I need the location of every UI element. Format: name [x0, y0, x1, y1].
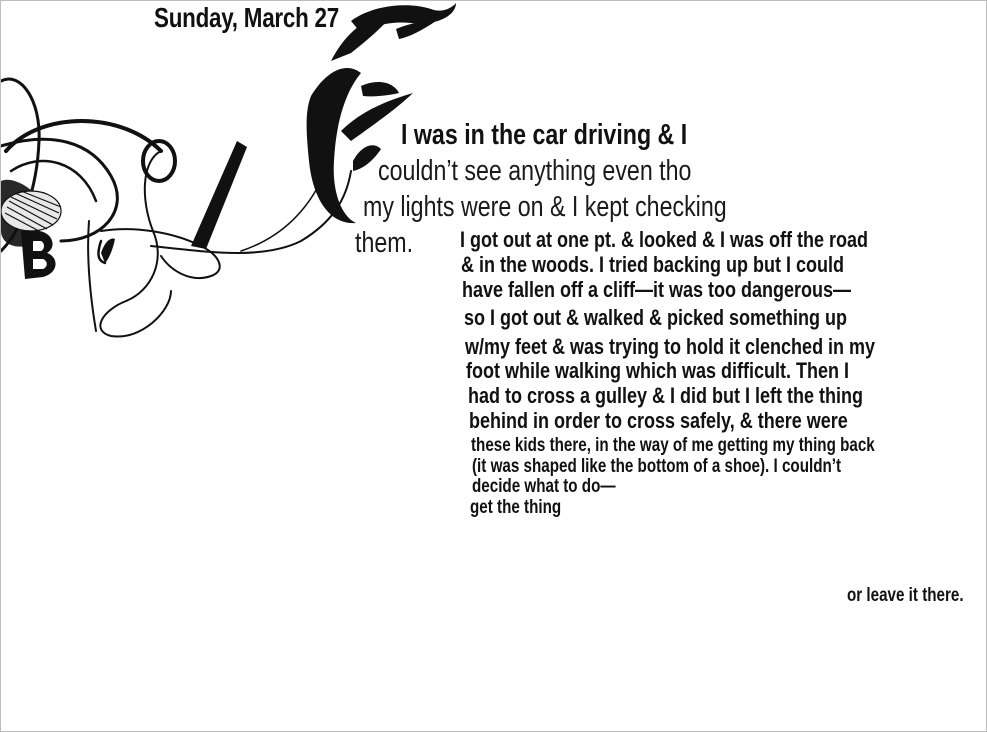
journal-line: (it was shaped like the bottom of a shoe). I couldn’t	[472, 456, 842, 477]
journal-line: behind in order to cross safely, & there were	[469, 408, 848, 433]
journal-line: foot while walking which was difficult. Then I	[466, 358, 850, 383]
journal-line: these kids there, in the way of me getting my thing back	[471, 435, 875, 456]
closing-line: or leave it there.	[847, 585, 964, 606]
journal-line: I got out at one pt. & looked & I was off the road	[460, 227, 868, 252]
journal-line: & in the woods. I tried backing up but I could	[461, 252, 845, 277]
journal-line: couldn’t see anything even tho	[378, 155, 692, 187]
journal-line: them.	[355, 227, 414, 259]
journal-line: I was in the car driving & I	[401, 119, 688, 151]
journal-line: w/my feet & was trying to hold it clenched in my	[465, 334, 876, 359]
journal-line: had to cross a gulley & I did but I left the thing	[468, 383, 864, 408]
date-heading: Sunday, March 27	[154, 2, 339, 33]
journal-line: my lights were on & I kept checking	[363, 191, 727, 223]
journal-line: so I got out & walked & picked something up	[464, 305, 848, 330]
journal-line: have fallen off a cliff—it was too dangerous—	[462, 277, 852, 302]
journal-line: decide what to do—	[472, 476, 616, 497]
journal-line: get the thing	[470, 497, 562, 518]
